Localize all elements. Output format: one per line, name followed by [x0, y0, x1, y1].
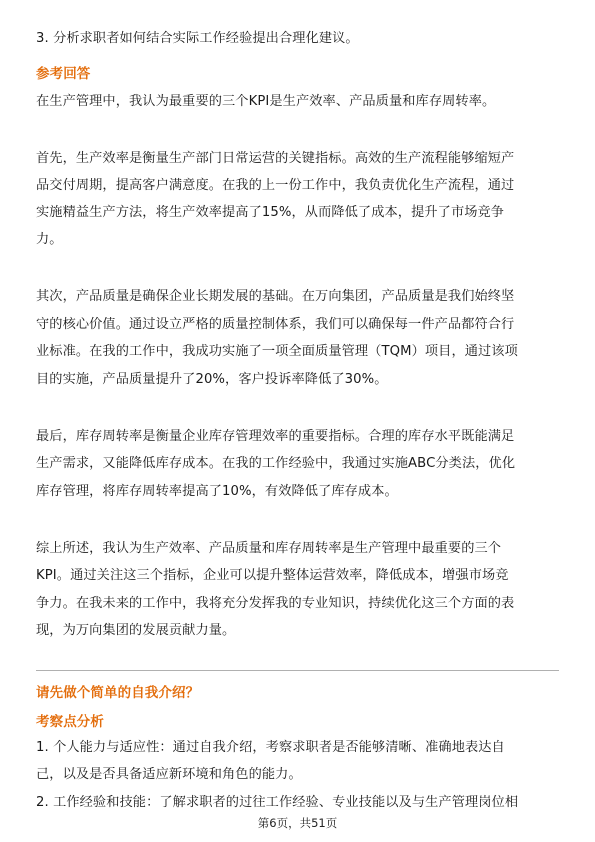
answer-line: 力。	[36, 232, 63, 247]
answer-line: 业标准。在我的工作中，我成功实施了一项全面质量管理（TQM）项目，通过该项	[36, 344, 518, 359]
answer-line: 综上所述，我认为生产效率、产品质量和库存周转率是生产管理中最重要的三个	[36, 541, 502, 556]
answer-line: KPI。通过关注这三个指标，企业可以提升整体运营效率，降低成本，增强市场竞	[36, 568, 509, 583]
reference-answer-heading: 参考回答	[36, 66, 91, 82]
next-question-heading: 请先做个简单的自我介绍？	[36, 685, 200, 701]
answer-line: 品交付周期，提高客户满意度。在我的上一份工作中，我负责优化生产流程，通过	[36, 178, 515, 193]
answer-line: 库存管理，将库存周转率提高了10%，有效降低了库存成本。	[36, 484, 398, 499]
answer-line: 生产需求，又能降低库存成本。在我的工作经验中，我通过实施ABC分类法，优化	[36, 456, 516, 471]
analysis-heading: 考察点分析	[36, 714, 104, 730]
page-footer: 第6页，共51页	[257, 816, 338, 830]
answer-line: 争力。在我未来的工作中，我将充分发挥我的专业知识，持续优化这三个方面的表	[36, 596, 515, 611]
answer-line: 首先，生产效率是衡量生产部门日常运营的关键指标。高效的生产流程能够缩短产	[36, 151, 515, 166]
intro-question: 3. 分析求职者如何结合实际工作经验提出合理化建议。	[36, 31, 359, 46]
answer-line: 实施精益生产方法，将生产效率提高了15%，从而降低了成本，提升了市场竞争	[36, 205, 505, 220]
analysis-line: 己，以及是否具备适应新环境和角色的能力。	[36, 767, 302, 782]
answer-line: 目的实施，产品质量提升了20%，客户投诉率降低了30%。	[36, 372, 388, 387]
answer-line: 守的核心价值。通过设立严格的质量控制体系，我们可以确保每一件产品都符合行	[36, 317, 515, 332]
answer-line: 最后，库存周转率是衡量企业库存管理效率的重要指标。合理的库存水平既能满足	[36, 429, 515, 444]
answer-line: 现，为万向集团的发展贡献力量。	[36, 623, 236, 638]
analysis-line: 2. 工作经验和技能：了解求职者的过往工作经验、专业技能以及与生产管理岗位相	[36, 795, 519, 810]
answer-line: 在生产管理中，我认为最重要的三个KPI是生产效率、产品质量和库存周转率。	[36, 94, 496, 109]
section-divider	[36, 670, 559, 671]
analysis-line: 1. 个人能力与适应性：通过自我介绍，考察求职者是否能够清晰、准确地表达自	[36, 740, 505, 755]
answer-line: 其次，产品质量是确保企业长期发展的基础。在万向集团，产品质量是我们始终坚	[36, 289, 515, 304]
